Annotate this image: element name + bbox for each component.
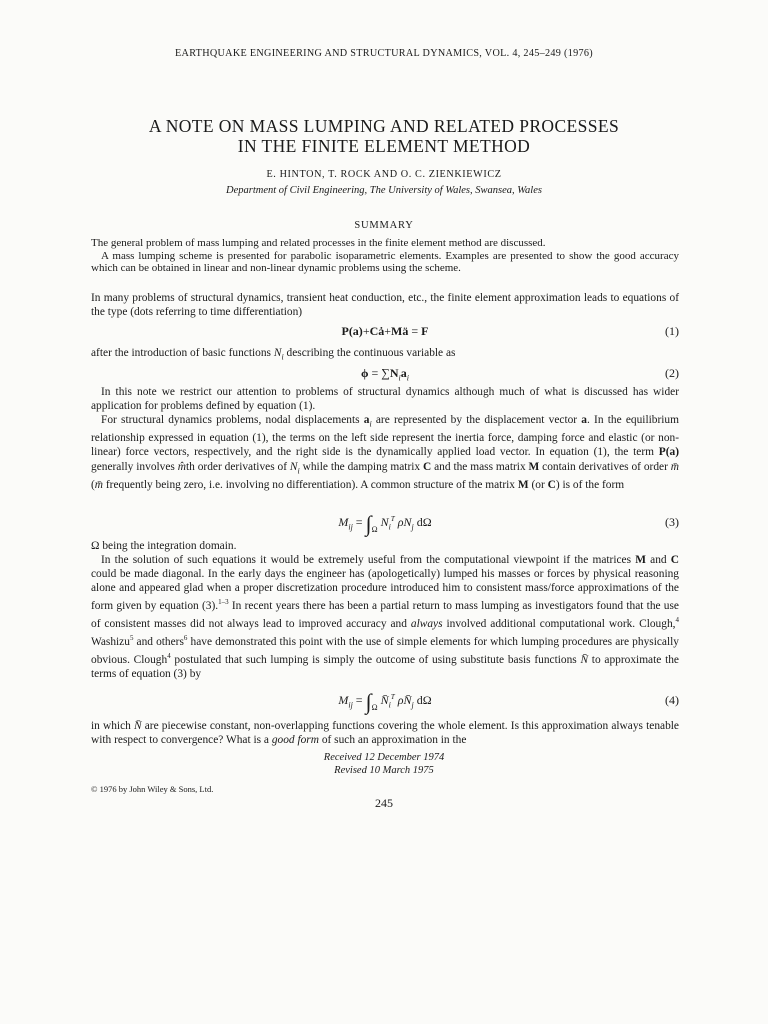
- authors: E. HINTON, T. ROCK AND O. C. ZIENKIEWICZ: [266, 169, 502, 180]
- summary-block: [91, 237, 679, 275]
- equation-1-formula: P(a)+Cȧ+Mä = F: [341, 324, 429, 338]
- equation-1: [91, 324, 679, 340]
- title-line-2: IN THE FINITE ELEMENT METHOD: [237, 136, 531, 156]
- revised-date: Revised 10 March 1975: [334, 764, 434, 776]
- equation-4-formula: $M_{ij} = \int_\Omega$ $N̄_i^T$ $\rho N̄_j$ dΩ: [338, 689, 432, 714]
- copyright: © 1976 by John Wiley & Sons, Ltd.: [91, 784, 214, 794]
- received-dates: [0, 752, 768, 777]
- equation-2-number: (2): [665, 366, 679, 380]
- equation-3: [91, 511, 679, 537]
- body-paragraph-5: Ω being the integration domain.: [91, 540, 237, 552]
- equation-2-formula: $\phi = \sum N_ia_i$: [361, 366, 409, 383]
- body-paragraph-1: In many problems of structural dynamics, transient heat conduction, etc., the finite element approximation leads to equations of the type (dots referring to time differentiation): [91, 292, 679, 319]
- page-number: 245: [375, 796, 393, 810]
- equation-2: [91, 366, 679, 382]
- summary-paragraph-1: The general problem of mass lumping and related processes in the finite element method are discussed.: [91, 237, 546, 249]
- title-line-1: A NOTE ON MASS LUMPING AND RELATED PROCESSES: [148, 116, 620, 136]
- body-paragraph-3: In this note we restrict our attention to problems of structural dynamics although much of what is discussed has wider application for problems defined by equation (1).: [91, 386, 679, 413]
- journal-header: EARTHQUAKE ENGINEERING AND STRUCTURAL DYNAMICS, VOL. 4, 245–249 (1976): [175, 48, 593, 59]
- affiliation: Department of Civil Engineering, The University of Wales, Swansea, Wales: [226, 185, 542, 196]
- equation-4-number: (4): [665, 693, 679, 707]
- summary-heading: SUMMARY: [354, 220, 414, 231]
- body-paragraph-7: in which N̄ are piecewise constant, non-overlapping functions covering the whole element. Is this approximation always tenable with respect to convergence? What is a good form of such an approximation in the: [91, 720, 679, 747]
- equation-3-number: (3): [665, 515, 679, 529]
- equation-4: [91, 689, 679, 715]
- equation-1-number: (1): [665, 324, 679, 338]
- body-paragraph-4: For structural dynamics problems, nodal displacements $a_i$ are represented by the displacement vector a. In the equilibrium relationship expressed in equation (1), the terms on the left side represent the inertia force, damping force and elastic (or non-linear) force vectors, respectively, and the right side is the dynamically applied load vector. In equation (1), the term P(a) generally involves m̂th order derivatives of $N_i$ while the damping matrix C and the mass matrix M contain derivatives of order m̄ (m̄ frequently being zero, i.e. involving no differentiation). A common structure of the matrix M (or C) is of the form: [91, 414, 679, 491]
- received-date: Received 12 December 1974: [323, 752, 445, 763]
- body-paragraph-2: after the introduction of basic functions $N_i$ describing the continuous variable as: [91, 347, 456, 362]
- paper-title: [0, 116, 768, 156]
- equation-3-formula: $M_{ij} = \int_\Omega$ $N_i^T$ $\rho N_j$ dΩ: [338, 511, 432, 536]
- body-paragraph-6: In the solution of such equations it would be extremely useful from the computational viewpoint if the matrices M and C could be made diagonal. In the early days the engineer has (apologetically) lumped his masses or forces by physical reasoning alone and appeared glad when a proper discretization procedure introduced him to consistent mass/force approximations of the form given by equation (3).$^{1-3}$ In recent years there has been a partial return to mass lumping as investigators found that the use of consistent masses did not always lead to improved accuracy and always involved additional computational work. Clough,$^4$ Washizu$^5$ and others$^6$ have demonstrated this point with the use of simple elements for which lumping procedures are physically obvious. Clough$^4$ postulated that such lumping is simply the outcome of using substitute basis functions N̄ to approximate the terms of equation (3) by: [91, 554, 680, 680]
- summary-paragraph-2: A mass lumping scheme is presented for parabolic isoparametric elements. Examples are presented to show the good accuracy which can be obtained in linear and non-linear dynamic problems using the scheme.: [91, 249, 679, 275]
